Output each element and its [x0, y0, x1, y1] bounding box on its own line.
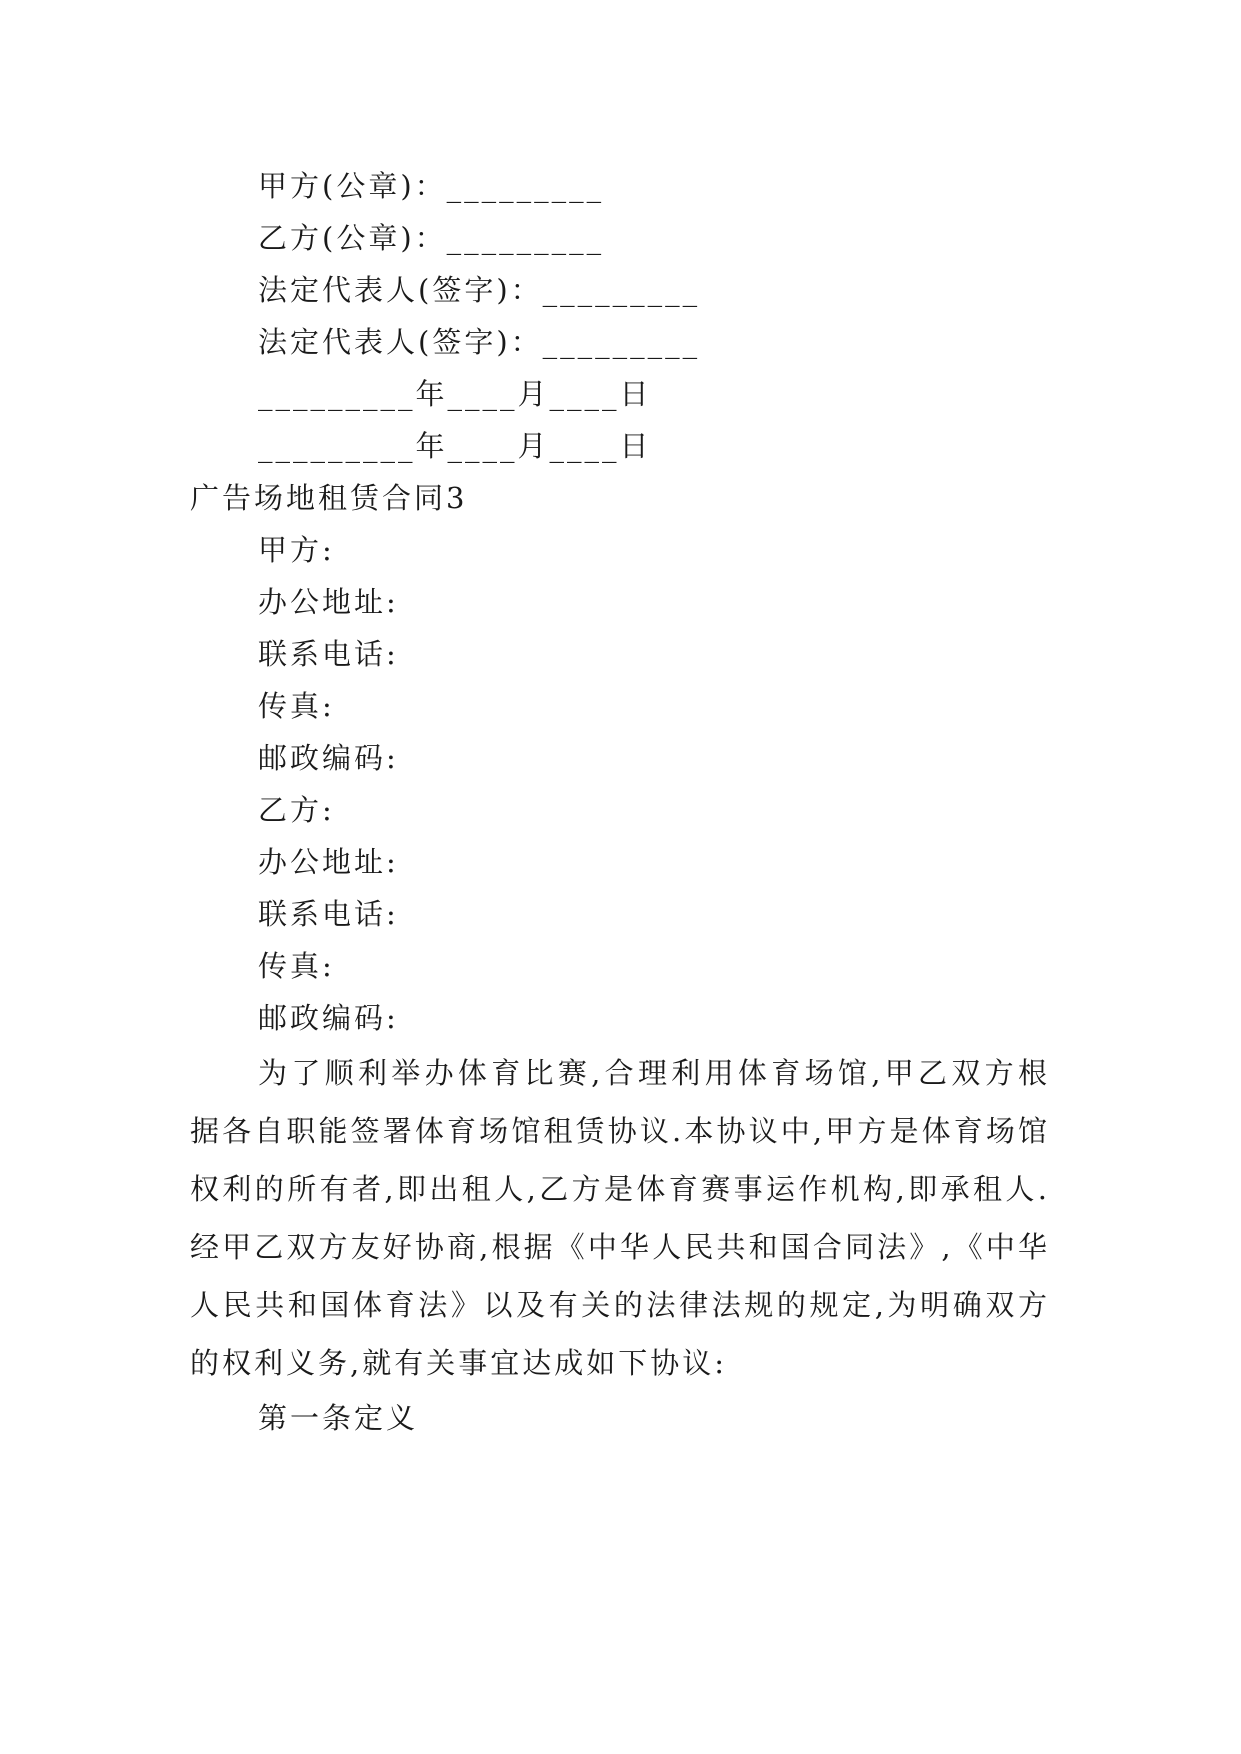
party-a-seal-line: 甲方(公章)：_________ — [258, 169, 605, 203]
preamble-text: 为了顺利举办体育比赛,合理利用体育场馆,甲乙双方根据各自职能签署体育场馆租赁协议.本协议中,甲方是体育场馆权利的所有者,即出租人,乙方是体育赛事运作机构,即承租人.经甲乙双方友好协商,根据《中华人民共和国合同法》,《中华人民共和国体育法》以及有关的法律法规的规定,为明确双方的权利义务,就有关事宜达成如下协议: — [190, 1056, 1050, 1380]
contract-title: 广告场地租赁合同3 — [190, 481, 468, 515]
party-a-address: 办公地址: — [258, 585, 399, 619]
party-b-address: 办公地址: — [258, 845, 399, 879]
party-b-fax: 传真: — [258, 949, 335, 983]
preamble-paragraph — [190, 1044, 1050, 1392]
party-b-label: 乙方: — [258, 793, 335, 827]
party-b-seal-line: 乙方(公章)：_________ — [258, 221, 605, 255]
legal-rep-signature-line-1: 法定代表人(签字)：_________ — [258, 273, 701, 307]
party-b-phone: 联系电话: — [258, 897, 399, 931]
date-line-2: _________年____月____日 — [258, 429, 652, 463]
party-a-fax: 传真: — [258, 689, 335, 723]
party-a-phone: 联系电话: — [258, 637, 399, 671]
legal-rep-signature-line-2: 法定代表人(签字)：_________ — [258, 325, 701, 359]
date-line-1: _________年____月____日 — [258, 377, 652, 411]
article-1-heading: 第一条定义 — [258, 1401, 419, 1435]
party-a-label: 甲方: — [258, 533, 335, 567]
party-a-postcode: 邮政编码: — [258, 741, 399, 775]
party-b-postcode: 邮政编码: — [258, 1001, 399, 1035]
